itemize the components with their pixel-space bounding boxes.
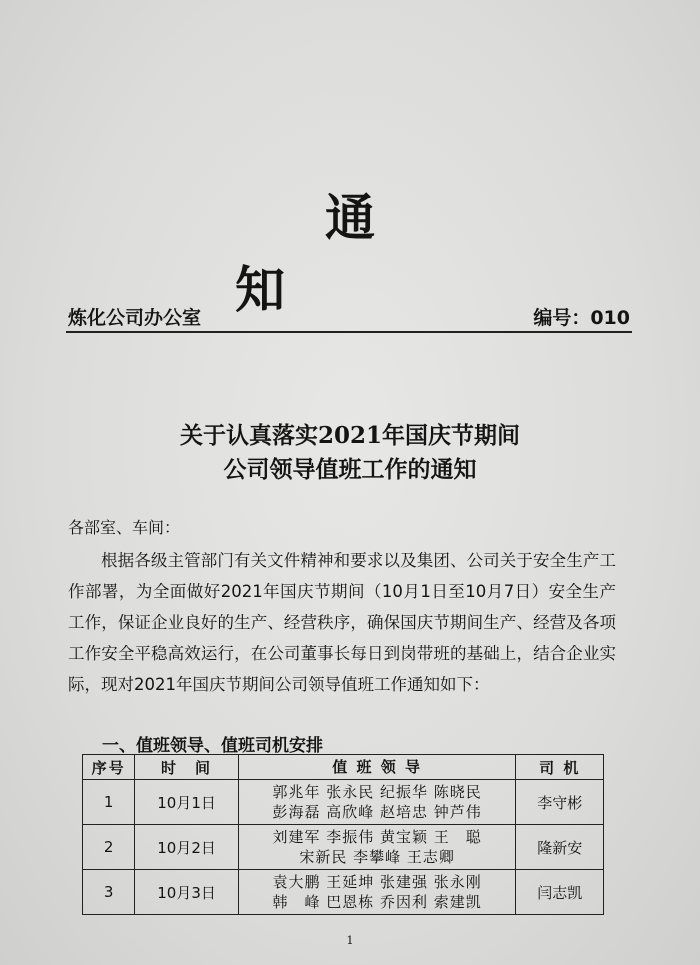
row-driver: 闫志凯 [516, 870, 604, 915]
body-paragraph: 根据各级主管部门有关文件精神和要求以及集团、公司关于安全生产工作部署，为全面做好2021年国庆节期间（10月1日至10月7日）安全生产工作，保证企业良好的生产、经营秩序，确保国庆节期间生产、经营及各项工作安全平稳高效运行，在公司董事长每日到岗带班的基础上，结合企业实际，现对2021年国庆节期间公司领导值班工作通知如下： [68, 551, 616, 694]
row-leaders [238, 825, 516, 870]
subtitle-line-2: 公司领导值班工作的通知 [223, 456, 477, 483]
leaders-line: 韩 峰 巴恩栋 乔因利 索建凯 [272, 893, 482, 911]
table-row [83, 825, 604, 870]
row-no: 2 [83, 825, 135, 870]
row-leaders [238, 780, 516, 825]
row-driver: 李守彬 [516, 780, 604, 825]
row-date: 10月2日 [135, 825, 239, 870]
leaders-line: 郭兆年 张永民 纪振华 陈晓民 [272, 783, 482, 801]
subtitle-line-1: 关于认真落实2021年国庆节期间 [179, 422, 520, 449]
issuer-row [68, 303, 630, 330]
salutation: 各部室、车间： [68, 518, 181, 537]
leaders-line: 刘建军 李振伟 黄宝颖 王 聪 [272, 828, 482, 846]
header-leaders: 值 班 领 导 [238, 755, 516, 780]
section-heading: 一、值班领导、值班司机安排 [102, 736, 323, 756]
header-driver: 司 机 [516, 755, 604, 780]
table-header-row [83, 755, 604, 780]
leaders-line: 宋新民 李攀峰 王志卿 [299, 848, 455, 866]
leaders-line: 彭海磊 高欣峰 赵培忠 钟芦伟 [272, 803, 482, 821]
header-time: 时 间 [135, 755, 239, 780]
row-driver: 隆新安 [516, 825, 604, 870]
row-no: 3 [83, 870, 135, 915]
document-number: 编号：010 [533, 307, 630, 329]
header-rule [66, 331, 632, 333]
row-no: 1 [83, 780, 135, 825]
leaders-line: 袁大鹏 王延坤 张建强 张永刚 [272, 873, 482, 891]
table-row [83, 870, 604, 915]
issuer-name: 炼化公司办公室 [68, 307, 202, 329]
row-leaders [238, 870, 516, 915]
row-date: 10月1日 [135, 780, 239, 825]
row-date: 10月3日 [135, 870, 239, 915]
header-no: 序号 [83, 755, 135, 780]
notice-title: 通 知 [235, 188, 555, 319]
table-row [83, 780, 604, 825]
page-number: 1 [346, 934, 354, 947]
duty-schedule-table [82, 754, 604, 915]
